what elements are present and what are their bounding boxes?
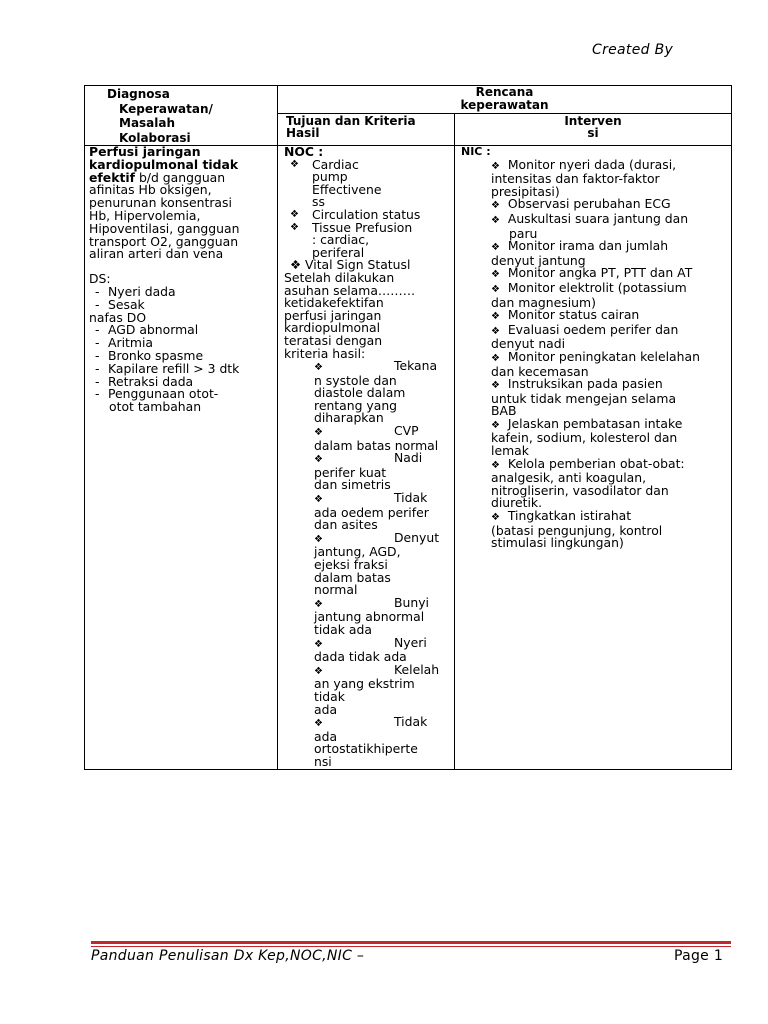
nic-continuation-line: dan kecemasan	[491, 363, 589, 379]
nic-intervention-item	[461, 455, 725, 511]
criteria-item	[284, 452, 450, 492]
nic-continuation-line: denyut jantung	[491, 252, 586, 268]
nic-text: Jelaskan pembatasan intake	[499, 415, 683, 431]
diamond-bullet-icon: ❖	[314, 427, 323, 439]
noc-outcome-line: Effectivene	[312, 181, 382, 197]
diamond-bullet-icon: ❖	[314, 665, 323, 677]
diagnosis-line: aliran arteri dan vena	[89, 246, 224, 262]
plan-header	[278, 86, 732, 114]
nic-intervention-item	[461, 279, 725, 310]
nic-continuation-line: BAB	[491, 403, 517, 419]
noc-intro-line: kriteria hasil:	[284, 345, 366, 361]
diamond-bullet-icon: ❖	[491, 242, 500, 254]
diagnosis-header-line: Kolaborasi	[119, 130, 191, 145]
symptom-text: Penggunaan otot-	[108, 386, 219, 402]
nic-continuation-line: dan magnesium)	[491, 294, 596, 310]
nic-text: Monitor peningkatan kelelahan	[499, 348, 700, 364]
criteria-line: ada oedem perifer	[314, 504, 429, 520]
nic-continuation-line: stimulasi lingkungan)	[491, 535, 624, 551]
diamond-bullet-icon: ❖	[314, 533, 323, 545]
nic-text: Monitor nyeri dada (durasi,	[499, 156, 677, 172]
criteria-item	[284, 594, 450, 637]
symptom-text: Sesak	[108, 296, 145, 312]
do-continuation: otot tambahan	[109, 399, 202, 415]
diamond-bullet-icon: ❖	[290, 221, 299, 233]
symptom-text: Bronko spasme	[108, 347, 204, 363]
noc-intro-line: teratasi dengan	[284, 332, 383, 348]
tujuan-header-line: Hasil	[286, 126, 320, 140]
dash-marker: -	[95, 360, 100, 376]
diamond-bullet-icon: ❖	[314, 494, 323, 506]
created-by-label: Created By	[592, 42, 674, 58]
criteria-line: ortostatikhiperte	[314, 741, 418, 757]
dash-marker: -	[95, 322, 100, 338]
criteria-line: dan asites	[314, 517, 378, 533]
nic-intervention-item	[461, 415, 725, 459]
diagnosis-title-line: kardiopulmonal tidak	[89, 156, 239, 172]
criteria-head: Nadi	[394, 450, 423, 466]
criteria-line: ada	[314, 728, 338, 744]
criteria-item	[284, 716, 450, 768]
noc-intro-line: ketidakefektifan	[284, 295, 384, 311]
footer-rule-thick	[91, 941, 731, 944]
diagnosis-header-line: Diagnosa	[107, 87, 170, 101]
criteria-head: Denyut	[394, 529, 440, 545]
nic-continuation-line: intensitas dan faktor-faktor	[491, 171, 660, 187]
page-number: Page 1	[674, 948, 724, 964]
nic-intervention-item	[461, 240, 725, 267]
criteria-line: dalam batas normal	[314, 437, 439, 453]
criteria-line: tidak	[314, 688, 345, 704]
intervensi-header	[455, 114, 732, 146]
noc-intro-line: perfusi jaringan	[284, 307, 382, 323]
footer-rule-thin	[91, 946, 731, 947]
diamond-bullet-icon: ❖	[491, 283, 500, 295]
noc-cell	[278, 146, 455, 770]
diamond-bullet-icon: ❖	[290, 208, 299, 220]
diagnosis-cell	[85, 146, 278, 770]
criteria-line: normal	[314, 582, 358, 598]
diagnosis-line: Hb, Hipervolemia,	[89, 207, 201, 223]
nic-text: Monitor irama dan jumlah	[499, 238, 669, 254]
noc-vital-sign: ❖ Vital Sign Statusl	[290, 257, 411, 273]
diamond-bullet-icon: ❖	[314, 638, 323, 650]
criteria-head: Nyeri	[394, 634, 427, 650]
criteria-item	[284, 529, 450, 598]
diagnosis-line: Hipoventilasi, gangguan	[89, 220, 240, 236]
criteria-item	[284, 634, 450, 665]
dash-marker: -	[95, 347, 100, 363]
nic-intervention-item	[461, 348, 725, 379]
diagnosis-line: afinitas Hb oksigen,	[89, 182, 212, 198]
noc-intro-line: Setelah dilakukan	[284, 269, 395, 285]
nic-continuation-line: analgesik, anti koagulan,	[491, 470, 647, 486]
nic-text: Monitor status cairan	[499, 307, 640, 323]
diamond-bullet-icon: ❖	[491, 325, 500, 337]
ds-continuation: nafas DO	[89, 309, 147, 325]
noc-outcome-line: pump	[312, 169, 348, 185]
diamond-bullet-icon: ❖	[491, 200, 500, 212]
symptom-text: Nyeri dada	[108, 283, 176, 299]
dash-marker: -	[95, 373, 100, 389]
criteria-head: Tidak	[394, 714, 428, 730]
criteria-line: diastole dalam	[314, 385, 406, 401]
nic-cell	[455, 146, 732, 770]
nic-continuation-line: (batasi pengunjung, kontrol	[491, 522, 663, 538]
criteria-line: nsi	[314, 753, 332, 769]
criteria-line: ejeksi fraksi	[314, 557, 388, 572]
criteria-head: Tekana	[394, 358, 438, 374]
noc-outcome-line: Tissue Prefusion	[312, 219, 413, 235]
criteria-item	[284, 425, 450, 452]
dash-marker: -	[95, 386, 100, 402]
diagnosis-bold-word: efektif	[89, 169, 135, 185]
diamond-bullet-icon: ❖	[491, 269, 500, 281]
table-body-row	[85, 146, 732, 770]
criteria-line: n systole dan	[314, 372, 397, 388]
criteria-head: CVP	[394, 423, 419, 439]
diamond-bullet-icon: ❖	[290, 158, 299, 170]
nic-text: Tingkatkan istirahat	[499, 508, 632, 524]
criteria-head: Bunyi	[394, 594, 429, 610]
nic-intervention-item	[461, 156, 725, 199]
nic-text: Kelola pemberian obat-obat:	[499, 455, 685, 471]
nic-continuation-line: untuk tidak mengejan selama	[491, 390, 677, 406]
nic-continuation-line: lemak	[491, 443, 529, 459]
noc-intro-line: asuhan selama………	[284, 282, 416, 298]
footer-title: Panduan Penulisan Dx Kep,NOC,NIC –	[91, 948, 365, 964]
diagnosis-line: transport O2, gangguan	[89, 233, 239, 249]
tujuan-header	[278, 114, 455, 146]
plan-header-line: Rencana	[475, 85, 534, 99]
spacer	[89, 261, 273, 273]
nic-text: Monitor elektrolit (potassium	[499, 279, 687, 295]
criteria-line: jantung, AGD,	[314, 544, 401, 560]
criteria-line: dan simetris	[314, 477, 391, 493]
criteria-line: jantung abnormal	[314, 609, 425, 625]
intervensi-header-line: Interven	[564, 114, 622, 128]
criteria-line: diharapkan	[314, 410, 384, 426]
nic-intervention-item	[461, 210, 725, 241]
criteria-line: perifer kuat	[314, 464, 387, 480]
diagnosis-line: penurunan konsentrasi	[89, 195, 232, 211]
nic-text: Auskultasi suara jantung dan	[499, 210, 689, 226]
noc-outcome-item	[284, 156, 450, 210]
diagnosis-title-line: Perfusi jaringan	[89, 144, 201, 159]
ds-label: DS:	[89, 271, 111, 287]
diamond-bullet-icon: ❖	[491, 380, 500, 392]
diamond-bullet-icon: ❖	[491, 352, 500, 364]
diamond-bullet-icon: ❖	[491, 512, 500, 524]
noc-title: NOC :	[284, 144, 324, 159]
criteria-item	[284, 360, 450, 425]
criteria-line: ada	[314, 701, 338, 717]
nic-first-line	[461, 210, 725, 228]
criteria-line: dalam batas	[314, 569, 391, 585]
noc-outcome-item	[284, 219, 450, 260]
diamond-bullet-icon: ❖	[314, 718, 323, 730]
criteria-head: Tidak	[394, 490, 428, 506]
dash-marker: -	[95, 283, 100, 299]
diamond-bullet-icon: ❖	[491, 459, 500, 471]
diamond-bullet-icon: ❖	[491, 419, 500, 431]
nic-continuation-line: diuretik.	[491, 495, 543, 511]
nic-title: NIC :	[461, 145, 491, 158]
diamond-bullet-icon: ❖	[491, 214, 500, 226]
nic-continuation-line: kafein, sodium, kolesterol dan	[491, 430, 678, 446]
nic-text: Instruksikan pada pasien	[499, 376, 663, 392]
criteria-head: Kelelah	[394, 661, 440, 677]
criteria-line: rentang yang	[314, 397, 398, 413]
symptom-text: Retraksi dada	[108, 373, 194, 389]
criteria-line: dada tidak ada	[314, 649, 407, 665]
symptom-text: Kapilare refill > 3 dtk	[108, 360, 240, 376]
dash-marker: -	[95, 335, 100, 351]
diagnosis-header-line: Keperawatan/	[119, 101, 213, 116]
noc-outcome-line: Cardiac	[312, 156, 359, 172]
dash-marker: -	[95, 296, 100, 312]
nic-continuation-line: paru	[509, 225, 538, 241]
nic-intervention-item	[461, 321, 725, 352]
diagnosis-inline-rest: b/d gangguan	[135, 169, 226, 185]
symptom-text: Aritmia	[108, 335, 153, 351]
noc-outcome-line: Circulation status	[312, 206, 421, 222]
nic-text: Monitor angka PT, PTT dan AT	[499, 265, 693, 281]
nic-text: Observasi perubahan ECG	[499, 196, 671, 212]
symptom-text: AGD abnormal	[108, 322, 199, 338]
intervensi-header-line: si	[587, 126, 599, 140]
diagnosis-header-line: Masalah	[119, 116, 176, 130]
diamond-bullet-icon: ❖	[314, 598, 323, 610]
tujuan-header-line: Tujuan dan Kriteria	[286, 114, 416, 128]
diamond-bullet-icon: ❖	[491, 311, 500, 323]
diamond-bullet-icon: ❖	[314, 454, 323, 466]
criteria-item	[284, 661, 450, 717]
nic-text: Evaluasi oedem perifer dan	[499, 321, 679, 337]
nic-continuation-line: denyut nadi	[491, 336, 566, 352]
nursing-care-plan-table	[84, 85, 732, 770]
noc-outcome-line: periferal	[312, 244, 365, 260]
nic-continuation-line: nitrogliserin, vasodilator dan	[491, 482, 669, 498]
nic-intervention-item	[461, 378, 725, 418]
noc-outcome-line: ss	[312, 194, 325, 210]
nic-continuation-line: presipitasi)	[491, 183, 560, 199]
criteria-line: an yang ekstrim	[314, 676, 415, 692]
noc-outcome-line: : cardiac,	[312, 232, 370, 248]
plan-header-line: keperawatan	[460, 98, 549, 112]
diagnosis-header	[85, 86, 278, 146]
diamond-bullet-icon: ❖	[491, 160, 500, 172]
criteria-line: tidak ada	[314, 621, 372, 637]
noc-intro-line: kardiopulmonal	[284, 320, 381, 336]
nic-intervention-item	[461, 510, 725, 550]
diamond-bullet-icon: ❖	[314, 362, 323, 374]
criteria-item	[284, 492, 450, 532]
table-header-row-1	[85, 86, 732, 114]
